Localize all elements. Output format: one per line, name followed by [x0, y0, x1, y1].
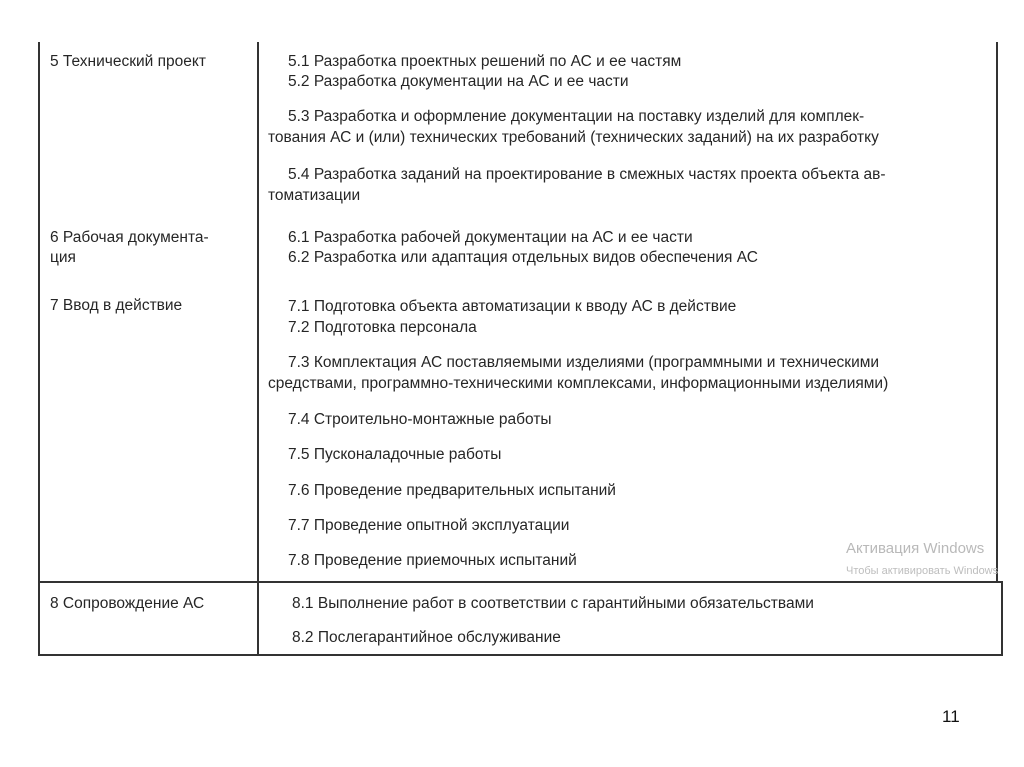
table-left-border [38, 42, 40, 656]
stage-7-item: 7.2 Подготовка персонала [288, 319, 477, 336]
stage-7-item: 7.4 Строительно-монтажные работы [288, 411, 552, 428]
page-number: 11 [942, 707, 960, 726]
table-right-border [996, 42, 998, 582]
stage-6-label: 6 Рабочая документа- [50, 229, 209, 246]
stage-8-item: 8.1 Выполнение работ в соответствии с гарантийными обязательствами [292, 595, 814, 612]
stage-5-item: 5.4 Разработка заданий на проектирование в смежных частях проекта объекта ав- [288, 166, 886, 183]
stage-6-item: 6.1 Разработка рабочей документации на АС и ее части [288, 229, 693, 246]
stage-5-item: 5.1 Разработка проектных решений по АС и ее частям [288, 53, 682, 70]
stage-7-item: средствами, программно-техническими комплексами, информационными изделиями) [268, 375, 889, 392]
windows-activation-watermark-title: Активация Windows [846, 540, 985, 557]
windows-activation-watermark-subtitle: Чтобы активировать Windows [846, 565, 999, 577]
stage-7-item: 7.7 Проведение опытной эксплуатации [288, 517, 570, 534]
stage-7-item: 7.8 Проведение приемочных испытаний [288, 552, 577, 569]
stage-5-item: тования АС и (или) технических требований (технических заданий) на их разработку [268, 129, 879, 146]
stage-8-item: 8.2 Послегарантийное обслуживание [292, 629, 561, 646]
stage-7-item: 7.5 Пусконаладочные работы [288, 446, 502, 463]
stage-6-item: 6.2 Разработка или адаптация отдельных видов обеспечения АС [288, 249, 758, 266]
stage-8-label: 8 Сопровождение АС [50, 595, 205, 612]
table-right-border-lower [1001, 582, 1003, 656]
stage-5-item: 5.3 Разработка и оформление документации на поставку изделий для комплек- [288, 108, 865, 125]
stage-6-label-cont: ция [50, 249, 76, 266]
table-bottom-border [38, 654, 1003, 656]
stage-5-item: 5.2 Разработка документации на АС и ее части [288, 73, 629, 90]
stage-7-item: 7.3 Комплектация АС поставляемыми изделиями (программными и техническими [288, 354, 880, 371]
stage-7-label: 7 Ввод в действие [50, 297, 183, 314]
table-column-divider [257, 42, 259, 656]
stage-5-label: 5 Технический проект [50, 53, 206, 70]
stage-7-item: 7.6 Проведение предварительных испытаний [288, 482, 616, 499]
stage-5-item: томатизации [268, 187, 361, 204]
table-row-divider [38, 581, 1003, 583]
stage-7-item: 7.1 Подготовка объекта автоматизации к вводу АС в действие [288, 298, 737, 315]
